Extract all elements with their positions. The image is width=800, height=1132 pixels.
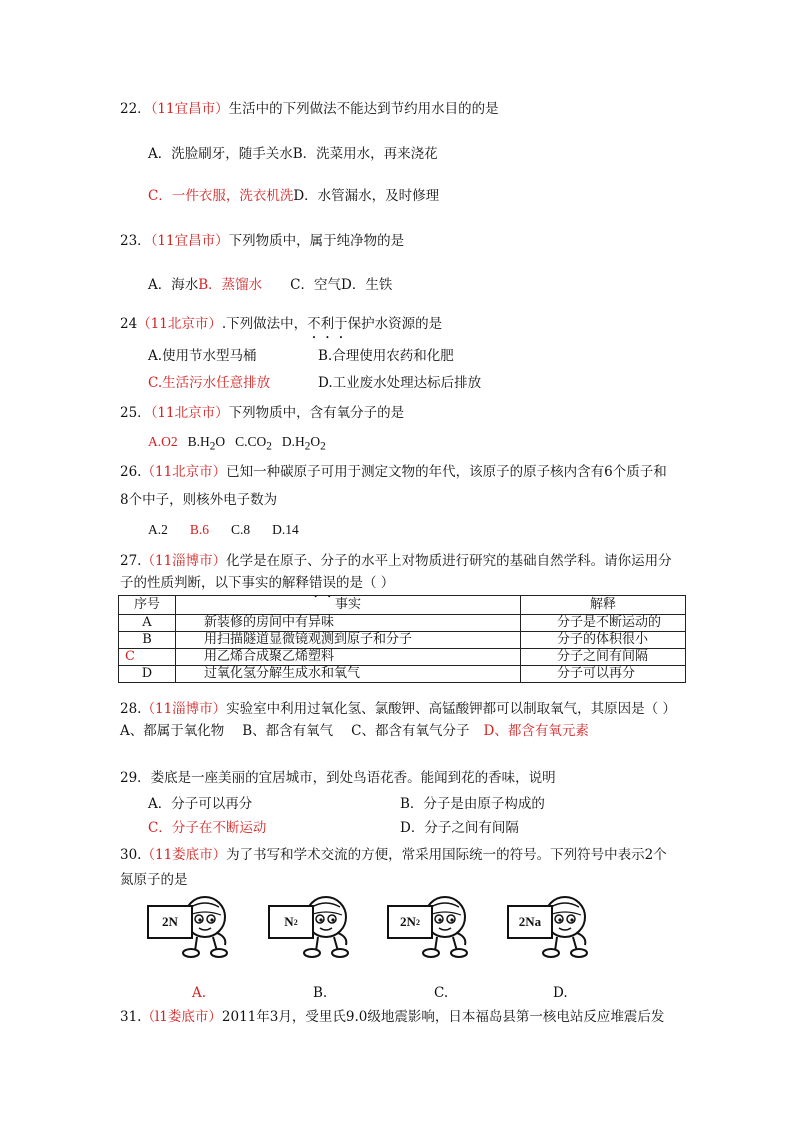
q25-options: A.O2 $B.H_2O$ $C.CO_2$ $D.H_2O_2$: [148, 434, 326, 453]
q27-table: [118, 595, 686, 683]
symbol-card: 2N 2: [387, 905, 433, 939]
q28-stem: 28.（11淄博市）实验室中利用过氧化氢、氯酸钾、高锰酸钾都可以制取氧气，其原因是（ ）: [120, 701, 676, 717]
q27-stem-2: 子的性质判断，以下事实的解释错误的是（ ）: [120, 575, 395, 591]
q29-option-a: A．分子可以再分: [148, 796, 253, 812]
q27-answer: C: [119, 649, 176, 666]
q30-option-figure: [387, 893, 482, 963]
q29-option-b: B．分子是由原子构成的: [400, 796, 545, 812]
q30-label-b: B.: [313, 985, 328, 1001]
q23-answer: B．蒸馏水: [198, 277, 263, 293]
q22-source: （11宜昌市）: [150, 101, 229, 117]
header-id: 序号: [119, 596, 176, 615]
q26-options: A.2 B.6 C.8 D.14: [148, 522, 299, 537]
table-row: A 新装修的房间中有异味 分子是不断运动的: [119, 615, 686, 632]
q25-answer: A.O2: [148, 434, 178, 449]
q30-option-figure: [268, 893, 363, 963]
q30-option-figure: [147, 893, 242, 963]
q26-stem-2: 8个中子，则核外电子数为: [120, 492, 278, 508]
table-row: C 用乙烯合成聚乙烯塑料 分子之间有间隔: [119, 649, 686, 666]
q30-answer: A.: [192, 985, 207, 1001]
table-header-row: [119, 596, 686, 615]
q30-label-c: C.: [434, 985, 449, 1001]
symbol-card: 2N: [147, 905, 193, 939]
q24-option-b: B.合理使用农药和化肥: [318, 348, 454, 364]
q29-option-c: [148, 818, 266, 838]
q25-stem: 25．（11北京市）下列物质中，含有氧分子的是: [120, 405, 405, 421]
q30-stem: 30.（11娄底市）为了书写和学术交流的方便，常采用国际统一的符号。下列符号中表示2个: [120, 847, 667, 863]
q24-option-d: D.工业废水处理达标后排放: [318, 375, 482, 391]
q24-option-a: A.使用节水型马桶: [148, 348, 257, 364]
q30-label-a: [192, 983, 206, 1003]
q23-options: A．海水B．蒸馏水 C．空气D．生铁: [148, 277, 393, 293]
q29-stem: 29．娄底是一座美丽的宜居城市，到处鸟语花香。能闻到花的香味，说明: [120, 770, 556, 786]
q24-answer: C.生活污水任意排放: [148, 375, 271, 391]
q26-stem: 26.（11北京市）已知一种碳原子可用于测定文物的年代，该原子的原子核内含有6个质子和: [120, 464, 667, 480]
q22-options-cd: C．一件衣服，洗衣机洗D．水管漏水，及时修理: [148, 188, 440, 204]
q28-answer: D、都含有氧元素: [483, 723, 589, 739]
q23-stem: 23．（11宜昌市）下列物质中，属于纯净物的是: [120, 233, 405, 249]
q30-option-figure: [507, 893, 602, 963]
symbol-card: 2Na: [507, 905, 553, 939]
q28-options: A、都属于氧化物 B、都含有氧气 C、都含有氧气分子 D、都含有氧元素: [120, 723, 589, 739]
q24-option-c: [148, 373, 270, 393]
q22-stem: 22．（11宜昌市）生活中的下列做法不能达到节约用水目的的是: [120, 101, 499, 117]
q26-answer: B.6: [189, 522, 210, 537]
q30-label-d: D.: [553, 985, 568, 1001]
q31-stem: 31.（l1娄底市）2011年3月，受里氏9.0级地震影响，日本福岛县第一核电站反应堆震后发: [120, 1009, 665, 1025]
header-fact: 事实: [176, 596, 521, 615]
table-row: D 过氧化氢分解生成水和氧气 分子可以再分: [119, 666, 686, 683]
header-explanation: 解释: [521, 596, 686, 615]
q29-option-d: D．分子之间有间隔: [400, 820, 519, 836]
q29-answer: C．分子在不断运动: [148, 820, 267, 836]
q24-stem: 24（11北京市）.下列做法中，不利于保护水资源的是: [120, 316, 443, 332]
q22-options-ab: A．洗脸刷牙，随手关水B．洗菜用水，再来浇花: [148, 146, 438, 162]
q22-answer: C．一件衣服，洗衣机洗: [148, 188, 294, 204]
q30-stem-2: 氮原子的是: [120, 872, 188, 888]
table-row: B 用扫描隧道显微镜观测到原子和分子 分子的体积很小: [119, 632, 686, 649]
symbol-card: N 2: [268, 905, 314, 939]
q27-stem: 27.（11淄博市）化学是在原子、分子的水平上对物质进行研究的基础自然学科。请你运用分: [120, 553, 672, 569]
